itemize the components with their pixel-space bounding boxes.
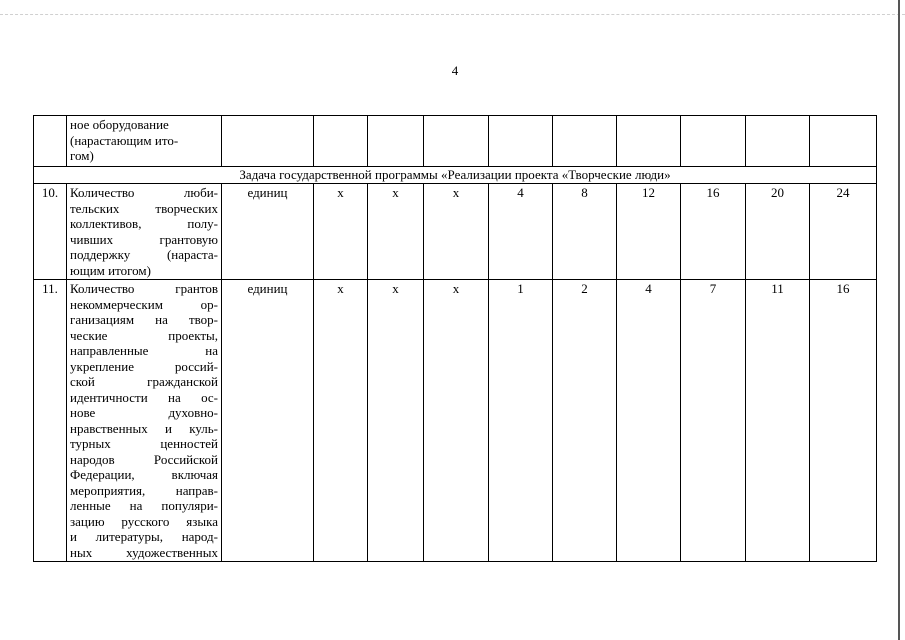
cell-name <box>67 280 222 562</box>
cell-value <box>424 116 489 167</box>
cell-value: х <box>424 280 489 562</box>
indicator-table <box>33 115 877 562</box>
cell-num: 11. <box>34 280 67 562</box>
cell-value: 16 <box>681 184 746 280</box>
name-line: укрепление россий- <box>70 358 218 374</box>
cell-num: 10. <box>34 184 67 280</box>
cell-value: х <box>314 280 368 562</box>
name-line: Федерации, включая <box>70 467 218 482</box>
cell-value: 8 <box>553 184 617 280</box>
cell-value <box>681 116 746 167</box>
cell-value: 16 <box>810 280 877 562</box>
name-line: нравственных и куль- <box>70 420 218 436</box>
cell-value: 7 <box>681 280 746 562</box>
cell-value <box>617 116 681 167</box>
scan-edge-line <box>898 0 900 640</box>
cell-value <box>746 116 810 167</box>
cell-num <box>34 116 67 167</box>
name-line: народов Российской <box>70 451 218 467</box>
page-number: 4 <box>451 63 459 78</box>
cell-unit: единиц <box>222 184 314 280</box>
cell-unit <box>222 116 314 167</box>
scan-artifact-line <box>0 14 905 19</box>
name-line: чивших грантовую <box>70 231 218 247</box>
task-heading: Задача государственной программы «Реализации проекта «Творческие люди» <box>34 167 877 184</box>
cell-value: 20 <box>746 184 810 280</box>
cell-value: х <box>368 280 424 562</box>
name-line: мероприятия, направ- <box>70 482 218 498</box>
name-line: Количество грантов <box>70 281 218 296</box>
cell-value <box>810 116 877 167</box>
name-line: и литературы, народ- <box>70 529 218 544</box>
table-row-continuation <box>34 116 877 167</box>
name-line: ное оборудование <box>70 117 169 132</box>
name-line: ных художественных <box>70 544 218 560</box>
name-line: ющим итогом) <box>70 262 151 278</box>
name-line: поддержку (нараста- <box>70 247 218 262</box>
name-line: коллективов, полу- <box>70 216 218 231</box>
cell-value <box>314 116 368 167</box>
cell-value <box>368 116 424 167</box>
table-row <box>34 184 877 280</box>
cell-value: 11 <box>746 280 810 562</box>
name-line: некоммерческим ор- <box>70 296 218 312</box>
cell-value: х <box>368 184 424 280</box>
name-line: зацию русского языка <box>70 513 218 529</box>
name-line: ганизациям на твор- <box>70 312 218 327</box>
name-line: турных ценностей <box>70 436 218 451</box>
name-line: направленные на <box>70 343 218 358</box>
cell-name <box>67 184 222 280</box>
cell-unit: единиц <box>222 280 314 562</box>
cell-value: 4 <box>489 184 553 280</box>
name-line: идентичности на ос- <box>70 389 218 405</box>
cell-value: 4 <box>617 280 681 562</box>
cell-value: х <box>424 184 489 280</box>
cell-value: 24 <box>810 184 877 280</box>
cell-value: 12 <box>617 184 681 280</box>
name-line: Количество люби- <box>70 185 218 200</box>
table-row <box>34 280 877 562</box>
name-line: ческие проекты, <box>70 327 218 343</box>
name-line: ленные на популяри- <box>70 498 218 513</box>
name-line: (нарастающим ито- <box>70 132 179 148</box>
name-line: тельских творческих <box>70 200 218 216</box>
table-row-task-header <box>34 167 877 184</box>
cell-value <box>489 116 553 167</box>
name-line: гом) <box>70 148 94 163</box>
cell-value: 2 <box>553 280 617 562</box>
cell-value: х <box>314 184 368 280</box>
name-line: нове духовно- <box>70 405 218 420</box>
cell-value: 1 <box>489 280 553 562</box>
name-line: ской гражданской <box>70 374 218 389</box>
cell-name <box>67 116 222 167</box>
cell-value <box>553 116 617 167</box>
